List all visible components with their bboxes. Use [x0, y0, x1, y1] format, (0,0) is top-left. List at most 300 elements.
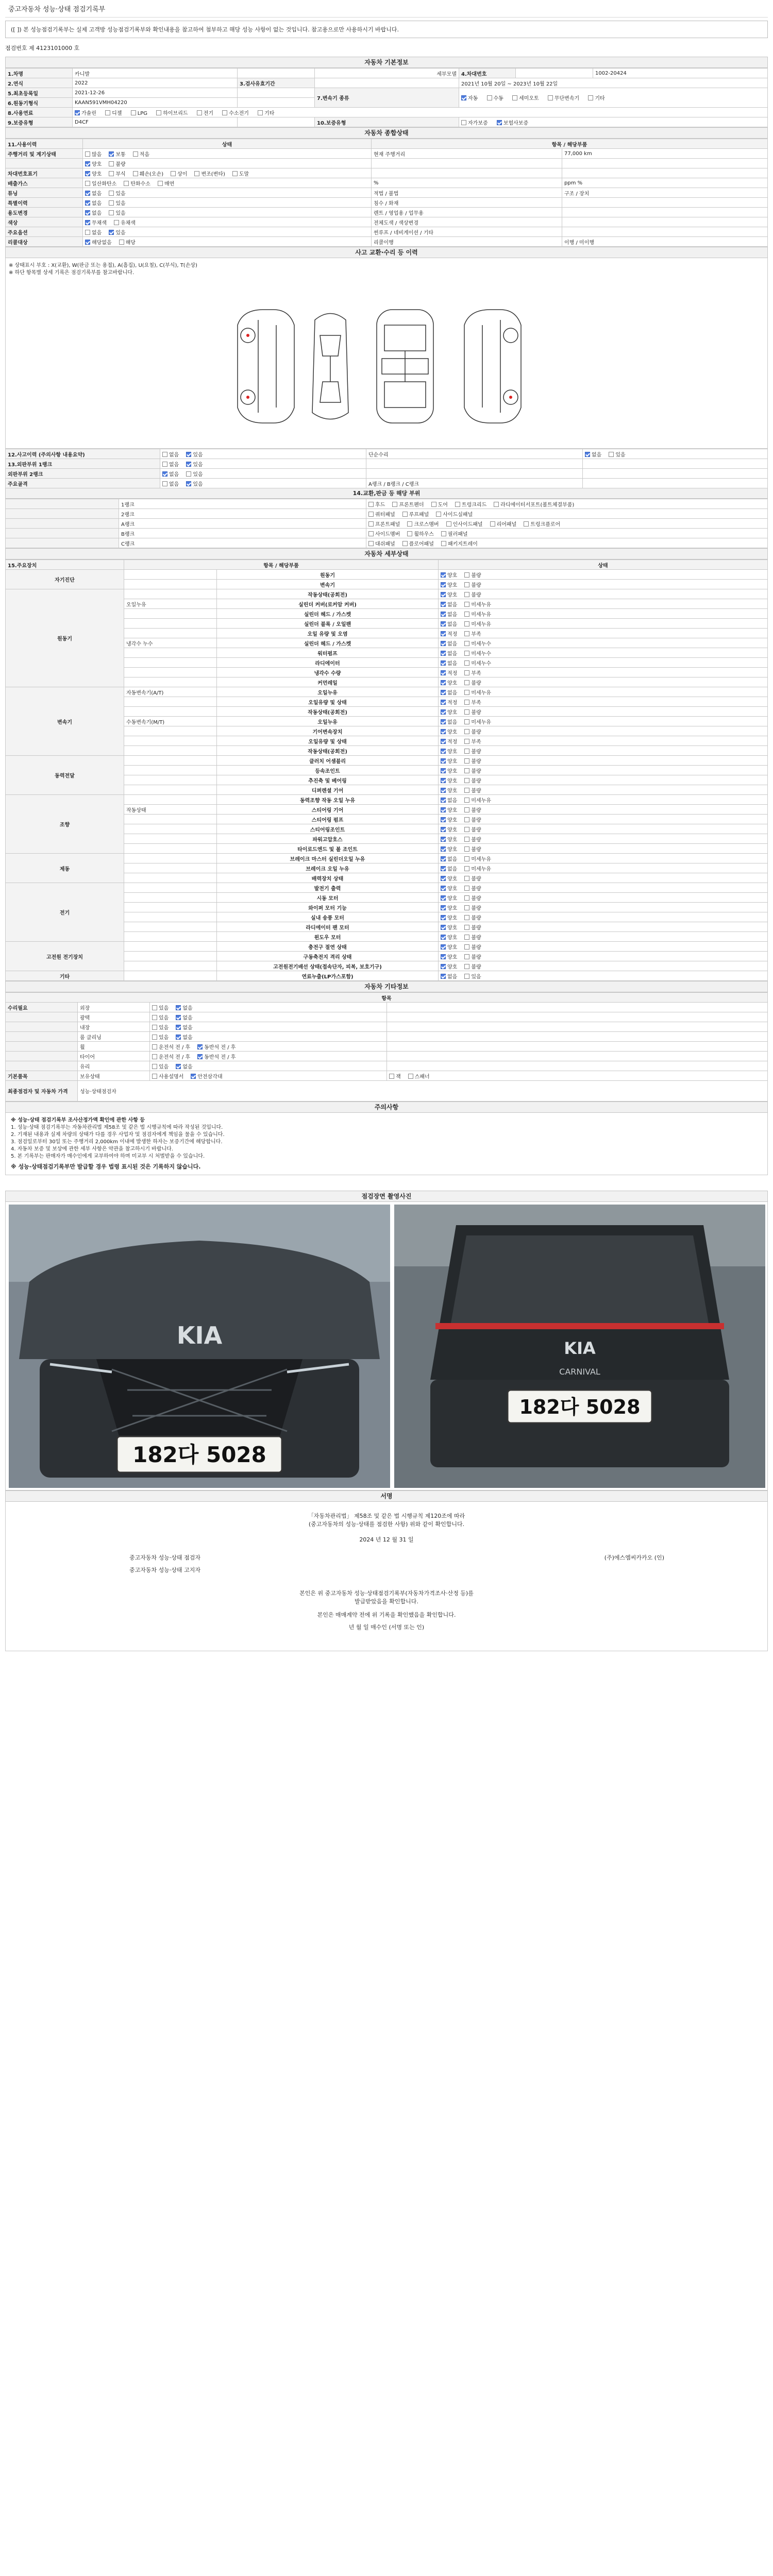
detail-checkbox[interactable]: [441, 876, 446, 881]
detail-checkbox[interactable]: [441, 729, 446, 734]
detail-checkbox[interactable]: [464, 866, 469, 871]
status-checkbox[interactable]: [85, 191, 90, 196]
detail-checkbox[interactable]: [441, 837, 446, 842]
table-row: 작동상태(공회전) 양호 불량: [6, 746, 768, 756]
status-checkbox[interactable]: [109, 171, 114, 176]
table-row: 12.사고이력 (주의사항 내용요약) 없음 있음 단순수리 없음 있음: [6, 449, 768, 459]
detail-checkbox[interactable]: [441, 660, 446, 666]
detail-checkbox[interactable]: [464, 749, 469, 754]
table-row: 등속조인트 양호 불량: [6, 766, 768, 775]
section-overall-status-title: 자동차 종합상태: [5, 127, 768, 139]
table-row: 항목: [6, 993, 768, 1003]
parts-rows: [6, 499, 768, 548]
damage-diagram-area: [5, 258, 768, 449]
checkbox-semi-auto[interactable]: [512, 95, 517, 100]
status-checkbox[interactable]: [109, 151, 114, 157]
checkbox-cvt[interactable]: [548, 95, 553, 100]
rear-photo: [394, 1205, 765, 1488]
part-checkbox[interactable]: [407, 531, 412, 536]
doc-no-value: 4123101000 호: [36, 45, 80, 52]
part-checkbox[interactable]: [402, 512, 408, 517]
detail-checkbox[interactable]: [441, 974, 446, 979]
status-checkbox[interactable]: [194, 171, 199, 176]
checkbox-lpg[interactable]: [131, 110, 136, 115]
status-checkbox[interactable]: [85, 220, 90, 225]
damage-marker: [509, 396, 512, 399]
detail-checkbox[interactable]: [441, 846, 446, 852]
table-row: 디퍼렌셜 기어 양호 불량: [6, 785, 768, 795]
table-row: 추진축 및 베어링 양호 불량: [6, 775, 768, 785]
banner-title: 중고자동차 성능·상태 점검기록부: [8, 6, 106, 13]
detail-checkbox[interactable]: [464, 905, 469, 910]
detail-checkbox[interactable]: [464, 856, 469, 861]
detail-checkbox[interactable]: [441, 964, 446, 969]
checkbox-hybrid[interactable]: [156, 110, 161, 115]
detail-checkbox[interactable]: [441, 768, 446, 773]
section-detail-status-title: 자동차 세부상태: [5, 548, 768, 560]
detail-checkbox[interactable]: [441, 944, 446, 950]
detail-checkbox[interactable]: [441, 954, 446, 959]
other-checkbox[interactable]: [152, 1064, 157, 1069]
detail-checkbox[interactable]: [441, 572, 446, 578]
status-checkbox[interactable]: [85, 151, 90, 157]
detail-checkbox[interactable]: [441, 905, 446, 910]
table-row: 조향 동력조향 작동 오일 누유 없음 미세누유: [6, 795, 768, 805]
part-checkbox[interactable]: [368, 531, 374, 536]
detail-checkbox[interactable]: [464, 788, 469, 793]
part-checkbox[interactable]: [446, 521, 451, 527]
sign-date: 2024 년 12 월 31 일: [359, 1536, 414, 1543]
table-row: 구동축전지 격리 상태 양호 불량: [6, 952, 768, 961]
damage-marker: [246, 396, 249, 399]
table-row: 2.연식 2022 3.검사유효기간 2021년 10월 20일 ~ 2023년 10월 22일: [6, 78, 768, 88]
checkbox-hydrogen[interactable]: [222, 110, 227, 115]
status-checkbox[interactable]: [114, 220, 119, 225]
part-checkbox[interactable]: [436, 512, 441, 517]
status-checkbox[interactable]: [85, 240, 90, 245]
checkbox-manual[interactable]: [487, 95, 492, 100]
part-checkbox[interactable]: [368, 541, 374, 546]
part-checkbox[interactable]: [402, 541, 408, 546]
status-checkbox[interactable]: [109, 230, 114, 235]
detail-checkbox[interactable]: [464, 768, 469, 773]
detail-checkbox[interactable]: [441, 631, 446, 636]
table-row: 양호 불량: [6, 159, 768, 168]
other-checkbox[interactable]: [176, 1005, 181, 1010]
table-row: 동력전달 클러치 어셈블리 양호 불량: [6, 756, 768, 766]
detail-checkbox[interactable]: [464, 837, 469, 842]
table-row: 작동상태 스티어링 기어 양호 불량: [6, 805, 768, 815]
table-row: 전기 발전기 출력 양호 불량: [6, 883, 768, 893]
detail-checkbox[interactable]: [464, 915, 469, 920]
detail-checkbox[interactable]: [464, 954, 469, 959]
detail-checkbox[interactable]: [441, 680, 446, 685]
status-checkbox[interactable]: [232, 171, 238, 176]
table-row: 15.주요장치 항목 / 해당부품 상태: [6, 560, 768, 570]
front-photo: [9, 1205, 390, 1488]
detail-checkbox[interactable]: [464, 709, 469, 715]
detail-checkbox[interactable]: [441, 758, 446, 764]
notice-text: ([ ]) 본 성능점검기록부는 실제 고객방 성능점검기록부와 확인내용을 참고하여 첨부하고 해당 성능 사항이 없는 것입니다. 참고용으로만 사용하시기 바랍니다.: [11, 26, 399, 33]
other-checkbox[interactable]: [191, 1074, 196, 1079]
part-checkbox[interactable]: [368, 521, 374, 527]
status-checkbox[interactable]: [124, 181, 129, 186]
table-row: 스티어링조인트 양호 불량: [6, 824, 768, 834]
table-row: 수동변속기(M/T) 오일누유 없음 미세누유: [6, 717, 768, 726]
table-row: 1.차명 카니발 세부모델 4.차대번호 1002-20424: [6, 69, 768, 78]
detail-checkbox[interactable]: [464, 680, 469, 685]
detail-checkbox[interactable]: [464, 582, 469, 587]
notice-box: [5, 21, 768, 38]
detail-checkbox[interactable]: [441, 866, 446, 871]
status-checkbox[interactable]: [85, 171, 90, 176]
table-row: 배력장치 상태 양호 불량: [6, 873, 768, 883]
other-info-table: [5, 992, 768, 1101]
table-row: 윈도우 모터 양호 불량: [6, 932, 768, 942]
detail-checkbox[interactable]: [464, 925, 469, 930]
table-row: 고전원전기배선 상태(접속단자, 피복, 보호기구) 양호 불량: [6, 961, 768, 971]
status-checkbox[interactable]: [133, 171, 138, 176]
table-row: 룸 클리닝 있음 없음: [6, 1032, 768, 1042]
detail-checkbox[interactable]: [464, 719, 469, 724]
table-row: 9.보증유형 D4CF 10.보증유형 자가보증 보험사보증: [6, 117, 768, 127]
checkbox-diesel[interactable]: [105, 110, 110, 115]
section-photos-title: 점검장면 촬영사진: [5, 1191, 768, 1202]
car-top-view: [312, 314, 348, 419]
table-row: 주행거리 및 계기상태 많음 보통 적음 현재 주행거리 77,000 km: [6, 149, 768, 159]
parts-subtitle: 14.교환,판금 등 해당 부위: [5, 488, 768, 499]
table-row: C랭크 대쉬패널 플로어패널 패키지트레이: [6, 538, 768, 548]
detail-checkbox[interactable]: [441, 582, 446, 587]
detail-checkbox[interactable]: [464, 827, 469, 832]
part-checkbox[interactable]: [368, 502, 374, 507]
other-info-rows: [6, 1003, 768, 1081]
other-checkbox[interactable]: [176, 1035, 181, 1040]
status-checkbox[interactable]: [109, 191, 114, 196]
table-row: 차대번호표기 양호 부식 훼손(오손) 상이 변조(변타) 도말: [6, 168, 768, 178]
table-row: 파워고압호스 양호 불량: [6, 834, 768, 844]
detail-checkbox[interactable]: [464, 572, 469, 578]
checkbox-electric[interactable]: [197, 110, 202, 115]
table-row: 유리 있음 없음: [6, 1061, 768, 1071]
part-checkbox[interactable]: [490, 521, 495, 527]
detail-checkbox[interactable]: [464, 612, 469, 617]
other-checkbox[interactable]: [152, 1025, 157, 1030]
rear-license-plate: 182다 5028: [519, 1396, 641, 1418]
checkbox-self-warranty[interactable]: [461, 120, 466, 125]
detail-status-table: [5, 560, 768, 981]
detail-checkbox[interactable]: [441, 592, 446, 597]
inspection-document: [5, 0, 768, 1651]
status-checkbox[interactable]: [109, 210, 114, 215]
other-checkbox[interactable]: [152, 1035, 157, 1040]
detail-checkbox[interactable]: [464, 739, 469, 744]
checkbox-gasoline[interactable]: [75, 110, 80, 115]
sign-area: 「자동차관리법」 제58조 및 같은 법 시행규칙 제120조에 따라 (중고자동차의 성능·상태를 점검한 사항) 위와 같이 확인합니다. 2024 년 12 월 31 일 중고자동차 성능·상태 점검자 (주)에스엠씨카카오 (인) 중고자동차 성능·상태 고지자 본인은 위 중고자동차 성능·상태점검기록부(자동차가격조사·산정 등)를 발급받았음을 확인합니다. 본인은 매매계약 전에 위 기록을 확인했음을 확인합니다. 년 월 일 매수인 (서명 또는 인): [5, 1502, 768, 1651]
table-row: 원동기 작동상태(공회전) 양호 불량: [6, 589, 768, 599]
rear-logo-icon: KIA: [564, 1338, 596, 1358]
detail-checkbox[interactable]: [464, 602, 469, 607]
detail-checkbox[interactable]: [464, 631, 469, 636]
table-row: 6.원동기형식 KAAN591VMH04220: [6, 98, 768, 108]
table-row: 기어변속장치 양호 불량: [6, 726, 768, 736]
table-row: 수리필요 외장 있음 없음: [6, 1003, 768, 1012]
detail-checkbox[interactable]: [441, 709, 446, 715]
part-checkbox[interactable]: [441, 531, 446, 536]
document-number: [5, 42, 768, 54]
table-row: 변속기 양호 불량: [6, 580, 768, 589]
checkbox-insurer-warranty[interactable]: [497, 120, 502, 125]
accident-rows: [6, 449, 768, 488]
detail-checkbox[interactable]: [464, 964, 469, 969]
accident-checkbox[interactable]: [162, 462, 167, 467]
diagram-legend: ※ 상태표시 부호 : X(교환), W(판금 또는 용접), A(흠집), U(요철), C(부식), T(손상) ※ 하단 항목별 상세 기록은 점검기록부를 참고바랍니다.: [9, 263, 197, 276]
detail-checkbox[interactable]: [441, 895, 446, 901]
table-row: 냉각수 누수 실린더 헤드 / 가스켓 없음 미세누수: [6, 638, 768, 648]
status-checkbox[interactable]: [119, 240, 124, 245]
overall-status-rows: [6, 149, 768, 247]
table-row: 5.최초등록일 2021-12-26 7.변속기 종류 자동 수동 세미오토 무단변속기 기타: [6, 88, 768, 98]
detail-checkbox[interactable]: [464, 641, 469, 646]
table-row: 주요골격 없음 있음 A랭크 / B랭크 / C랭크: [6, 479, 768, 488]
car-diagram: [227, 304, 547, 428]
section-accident-title: 사고 교환·수리 등 이력: [5, 247, 768, 258]
status-checkbox[interactable]: [158, 181, 163, 186]
table-row: 고전원 전기장치 충전구 절연 상태 양호 불량: [6, 942, 768, 952]
status-checkbox[interactable]: [109, 161, 114, 166]
status-checkbox[interactable]: [133, 151, 138, 157]
repair-checkbox[interactable]: [585, 452, 590, 457]
detail-checkbox[interactable]: [464, 621, 469, 626]
table-row: 자기진단 원동기 양호 불량: [6, 570, 768, 580]
detail-checkbox[interactable]: [441, 827, 446, 832]
car-underbody-view: [377, 310, 433, 423]
part-checkbox[interactable]: [524, 521, 529, 527]
table-row: 라디에이터 팬 모터 양호 불량: [6, 922, 768, 932]
other-checkbox[interactable]: [152, 1005, 157, 1010]
detail-checkbox[interactable]: [441, 807, 446, 812]
part-checkbox[interactable]: [407, 521, 412, 527]
table-row: 오일 유량 및 오염 적정 부족: [6, 629, 768, 638]
doc-no-label: 점검번호 제: [5, 45, 35, 52]
detail-checkbox[interactable]: [441, 925, 446, 930]
photo-area: [5, 1202, 768, 1490]
table-row: 최종점검자 및 자동차 가격 성능·상태점검자: [6, 1081, 768, 1101]
table-row: 기타 연료누출(LP가스포함) 없음 있음: [6, 971, 768, 981]
table-row: 실린더 헤드 / 가스켓 없음 미세누유: [6, 609, 768, 619]
accident-checkbox[interactable]: [186, 471, 191, 477]
detail-checkbox[interactable]: [464, 846, 469, 852]
detail-checkbox[interactable]: [464, 944, 469, 950]
table-row: 오일유량 및 상태 적정 부족: [6, 736, 768, 746]
rear-model-badge: CARNIVAL: [559, 1367, 600, 1377]
damage-marker: [246, 334, 249, 337]
parts-table: [5, 499, 768, 548]
table-row: 리콜대상 해당없음 해당 리콜이행 이행 / 미이행: [6, 237, 768, 247]
detail-checkbox[interactable]: [441, 739, 446, 744]
table-row: 휠 운전석 전 / 후 동반석 전 / 후: [6, 1042, 768, 1052]
detail-checkbox[interactable]: [464, 690, 469, 695]
detail-checkbox[interactable]: [464, 758, 469, 764]
table-row: 타이로드엔드 및 볼 조인트 양호 불량: [6, 844, 768, 854]
status-checkbox[interactable]: [109, 200, 114, 206]
table-row: 오일유량 및 상태 적정 부족: [6, 697, 768, 707]
table-row: 용도변경 없음 있음 렌트 / 영업용 / 업무용: [6, 208, 768, 217]
detail-checkbox[interactable]: [441, 670, 446, 675]
table-row: 튜닝 없음 있음 적법 / 불법 구조 / 장치: [6, 188, 768, 198]
basic-info-table: [5, 68, 768, 127]
detail-checkbox[interactable]: [464, 798, 469, 803]
detail-checkbox[interactable]: [441, 602, 446, 607]
section-basic-info-title: 자동차 기본정보: [5, 57, 768, 68]
detail-checkbox[interactable]: [441, 798, 446, 803]
buyer-sign-line: 년 월 일 매수인 (서명 또는 인): [348, 1624, 425, 1631]
status-checkbox[interactable]: [85, 230, 90, 235]
status-checkbox[interactable]: [85, 200, 90, 206]
table-row: 배출가스 일산화탄소 탄화수소 매연 % ppm %: [6, 178, 768, 188]
notes-body: ※ 성능·상태 점검기록부 조사산정가액 확인에 관한 사항 등 1. 성능·상태 점검기록부는 자동차관리법 제58조 및 같은 법 시행규칙에 따라 작성된 것입니다. 2. 기재된 내용과 실제 차량의 상태가 다를 경우 사업자 및 점검자에게 책임을 물을 수 있습니다. 3. 점검일로부터 30일 또는 주행거리 2,000km 이내에 발생한 하자는 보증기간에 해당합니다. 4. 자동차 보증 및 보상에 관한 세부 사항은 약관을 참고하시기 바랍니다. 5. 본 기록부는 판매자가 매수인에게 교부하여야 하며 미교부 시 처벌받을 수 있습니다. ※ 성능·상태점검기록부만 발급할 경우 법령 표시된 것은 기록하지 않습니다.: [5, 1113, 768, 1175]
table-row: 타이어 운전석 전 / 후 동반석 전 / 후: [6, 1052, 768, 1061]
table-row: 실린더 블록 / 오일팬 없음 미세누유: [6, 619, 768, 629]
detail-checkbox[interactable]: [441, 651, 446, 656]
detail-checkbox[interactable]: [441, 886, 446, 891]
table-row: 워터펌프 없음 미세누수: [6, 648, 768, 658]
table-row: 1랭크 후드 프론트펜더 도어 트렁크리드 라디에이터서포트(볼트체결부품): [6, 499, 768, 509]
table-row: 실내 송풍 모터 양호 불량: [6, 912, 768, 922]
table-row: 오일누유 실린더 커버(로커암 커버) 없음 미세누유: [6, 599, 768, 609]
other-checkbox[interactable]: [152, 1054, 157, 1059]
other-checkbox[interactable]: [197, 1044, 203, 1049]
detail-checkbox[interactable]: [441, 788, 446, 793]
table-row: 작동상태(공회전) 양호 불량: [6, 707, 768, 717]
checkbox-auto[interactable]: [461, 95, 466, 100]
detail-checkbox[interactable]: [464, 651, 469, 656]
table-row: 내장 있음 없음: [6, 1022, 768, 1032]
detail-checkbox[interactable]: [464, 670, 469, 675]
table-row: 라디에이터 없음 미세누수: [6, 658, 768, 668]
table-row: A랭크 프론트패널 크로스멤버 인사이드패널 리어패널 트렁크플로어: [6, 519, 768, 529]
table-row: 변속기 자동변속기(A/T) 오일누유 없음 미세누유: [6, 687, 768, 697]
front-logo-icon: KIA: [176, 1321, 223, 1349]
part-checkbox[interactable]: [455, 502, 460, 507]
detail-checkbox[interactable]: [441, 856, 446, 861]
other-extra-checkbox[interactable]: [408, 1074, 413, 1079]
detail-checkbox[interactable]: [464, 700, 469, 705]
accident-checkbox[interactable]: [162, 471, 167, 477]
accident-checkbox[interactable]: [186, 462, 191, 467]
table-row: 제동 브레이크 마스터 실린더오일 누유 없음 미세누유: [6, 854, 768, 863]
other-checkbox[interactable]: [152, 1074, 157, 1079]
other-extra-checkbox[interactable]: [389, 1074, 394, 1079]
status-checkbox[interactable]: [85, 210, 90, 215]
detail-checkbox[interactable]: [441, 612, 446, 617]
car-left-side-view: [238, 310, 294, 423]
detail-checkbox[interactable]: [441, 778, 446, 783]
detail-checkbox[interactable]: [441, 935, 446, 940]
table-row: 2랭크 쿼터패널 루프패널 사이드실패널: [6, 509, 768, 519]
overall-status-table: [5, 139, 768, 247]
detail-checkbox[interactable]: [464, 778, 469, 783]
car-right-side-view: [464, 310, 521, 423]
detail-checkbox[interactable]: [441, 749, 446, 754]
table-row: B랭크 사이드멤버 휠하우스 필러패널: [6, 529, 768, 538]
status-checkbox[interactable]: [171, 171, 176, 176]
part-checkbox[interactable]: [431, 502, 436, 507]
detail-checkbox[interactable]: [464, 974, 469, 979]
detail-checkbox[interactable]: [464, 807, 469, 812]
detail-checkbox[interactable]: [464, 895, 469, 901]
other-checkbox[interactable]: [176, 1064, 181, 1069]
detail-checkbox[interactable]: [441, 719, 446, 724]
detail-checkbox[interactable]: [464, 876, 469, 881]
status-checkbox[interactable]: [85, 181, 90, 186]
accident-history-table: [5, 449, 768, 488]
other-checkbox[interactable]: [197, 1054, 203, 1059]
detail-checkbox[interactable]: [464, 592, 469, 597]
table-row: 11.사용이력 상태 항목 / 해당부품: [6, 139, 768, 149]
checkbox-fuel-other[interactable]: [258, 110, 263, 115]
table-row: 광택 있음 없음: [6, 1012, 768, 1022]
accident-checkbox[interactable]: [186, 481, 191, 486]
table-row: 외판부위 2랭크 없음 있음: [6, 469, 768, 479]
accident-checkbox[interactable]: [162, 481, 167, 486]
table-row: 13.외판부위 1랭크 없음 있음: [6, 459, 768, 469]
part-checkbox[interactable]: [392, 502, 397, 507]
table-row: 와이퍼 모터 기능 양호 불량: [6, 903, 768, 912]
status-checkbox[interactable]: [85, 161, 90, 166]
detail-checkbox[interactable]: [464, 729, 469, 734]
part-checkbox[interactable]: [441, 541, 446, 546]
detail-checkbox[interactable]: [441, 690, 446, 695]
table-row: 기본품목 보유상태 사용설명서 안전삼각대 잭 스패너: [6, 1071, 768, 1081]
detail-checkbox[interactable]: [464, 935, 469, 940]
detail-checkbox[interactable]: [441, 700, 446, 705]
table-row: 커먼레일 양호 불량: [6, 677, 768, 687]
detail-checkbox[interactable]: [464, 660, 469, 666]
table-row: 시동 모터 양호 불량: [6, 893, 768, 903]
detail-checkbox[interactable]: [464, 886, 469, 891]
document-banner: [5, 0, 768, 18]
detail-checkbox[interactable]: [441, 621, 446, 626]
section-other-info-title: 자동차 기타정보: [5, 981, 768, 992]
other-checkbox[interactable]: [176, 1025, 181, 1030]
other-checkbox[interactable]: [152, 1015, 157, 1020]
front-license-plate: 182다 5028: [132, 1442, 266, 1467]
detail-checkbox[interactable]: [464, 817, 469, 822]
table-row: 특별이력 없음 있음 침수 / 화재: [6, 198, 768, 208]
part-checkbox[interactable]: [494, 502, 499, 507]
part-checkbox[interactable]: [368, 512, 374, 517]
table-row: 브레이크 오일 누유 없음 미세누유: [6, 863, 768, 873]
section-notes-title: 주의사항: [5, 1101, 768, 1113]
table-row: 8.사용연료 가솔린 디젤 LPG 하이브리드 전기 수소전기 기타: [6, 108, 768, 117]
table-row: 색상 무채색 유채색 전체도색 / 색상변경: [6, 217, 768, 227]
detail-status-rows: [6, 570, 768, 981]
detail-checkbox[interactable]: [441, 915, 446, 920]
accident-checkbox[interactable]: [186, 452, 191, 457]
table-row: 주요옵션 없음 있음 썬루프 / 네비게이션 / 기타: [6, 227, 768, 237]
detail-checkbox[interactable]: [441, 817, 446, 822]
checkbox-other[interactable]: [588, 95, 593, 100]
other-checkbox[interactable]: [176, 1015, 181, 1020]
repair-checkbox[interactable]: [609, 452, 614, 457]
accident-checkbox[interactable]: [162, 452, 167, 457]
section-sign-title: 서명: [5, 1490, 768, 1502]
other-checkbox[interactable]: [152, 1044, 157, 1049]
table-row: 스티어링 펌프 양호 불량: [6, 815, 768, 824]
detail-checkbox[interactable]: [441, 641, 446, 646]
table-row: 냉각수 수량 적정 부족: [6, 668, 768, 677]
